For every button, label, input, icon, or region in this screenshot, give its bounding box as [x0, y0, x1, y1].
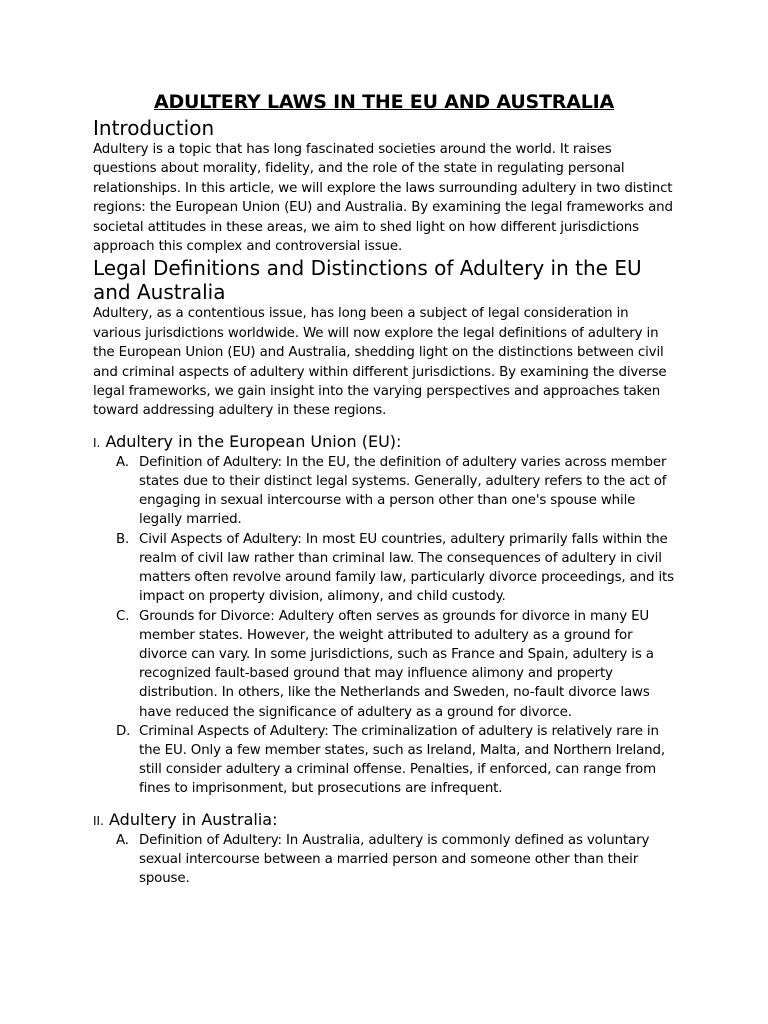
eu-subheading-text: Adultery in the European Union (EU): — [105, 431, 402, 451]
list-item — [93, 831, 675, 889]
list-item — [93, 453, 675, 530]
list-marker: C. — [116, 608, 130, 624]
legal-definitions-heading: Legal Definitions and Distinctions of Adultery in the EU and Australia — [93, 256, 642, 305]
list-item — [93, 722, 675, 799]
eu-subheading — [93, 432, 675, 453]
list-marker: B. — [116, 531, 130, 547]
australia-subheading-text: Adultery in Australia: — [109, 809, 278, 829]
list-item-text: Criminal Aspects of Adultery: The criminalization of adultery is relatively rare in the EU. Only a few member states, such as Ireland, Malta, and Northern Ireland, still consider adultery a criminal offense. Penalties, if enforced, can range from fines to imprisonment, but prosecutions are infrequent. — [139, 723, 665, 797]
list-marker: D. — [116, 723, 131, 739]
introduction-paragraph: Adultery is a topic that has long fascinated societies around the world. It raises questions about morality, fidelity, and the role of the state in regulating personal relationships. In this article, we will explore the laws surrounding adultery in two distinct regions: the European Union (EU) and Australia. By examining the legal frameworks and societal attitudes in these areas, we aim to shed light on how different jurisdictions approach this complex and controversial issue. — [93, 142, 673, 255]
list-item-text: Definition of Adultery: In Australia, adultery is commonly defined as voluntary sexual intercourse between a married person and someone other than their spouse. — [139, 832, 650, 886]
list-item-text: Civil Aspects of Adultery: In most EU countries, adultery primarily falls within the realm of civil law rather than criminal law. The consequences of adultery in civil matters often revolve around family law, particularly divorce proceedings, and its impact on property division, alimony, and child custody. — [139, 531, 674, 605]
list-item-text: Definition of Adultery: In the EU, the definition of adultery varies across member states due to their distinct legal systems. Generally, adultery refers to the act of engaging in sexual intercourse with a person other than one's spouse while legally married. — [139, 454, 667, 528]
document-title: ADULTERY LAWS IN THE EU AND AUSTRALIA — [153, 91, 615, 113]
australia-list — [93, 831, 675, 889]
list-item — [93, 607, 675, 722]
eu-numeral: I. — [93, 435, 101, 450]
australia-numeral: II. — [93, 813, 104, 828]
introduction-heading: Introduction — [93, 116, 215, 140]
legal-definitions-paragraph: Adultery, as a contentious issue, has long been a subject of legal consideration in various jurisdictions worldwide. We will now explore the legal definitions of adultery in the European Union (EU) and Australia, shedding light on the distinctions between civil and criminal aspects of adultery within different jurisdictions. By examining the diverse legal frameworks, we gain insight into the varying perspectives and approaches taken toward addressing adultery in these regions. — [93, 306, 667, 419]
australia-subheading — [93, 810, 675, 831]
document-body — [93, 88, 675, 888]
list-item-text: Grounds for Divorce: Adultery often serves as grounds for divorce in many EU member states. However, the weight attributed to adultery as a ground for divorce can vary. In some jurisdictions, such as France and Spain, adultery is a recognized fault-based ground that may influence alimony and property distribution. In others, like the Netherlands and Sweden, no-fault divorce laws have reduced the significance of adultery as a ground for divorce. — [139, 608, 654, 720]
list-item — [93, 530, 675, 607]
list-marker: A. — [116, 832, 129, 848]
eu-list — [93, 453, 675, 799]
list-marker: A. — [116, 454, 129, 470]
